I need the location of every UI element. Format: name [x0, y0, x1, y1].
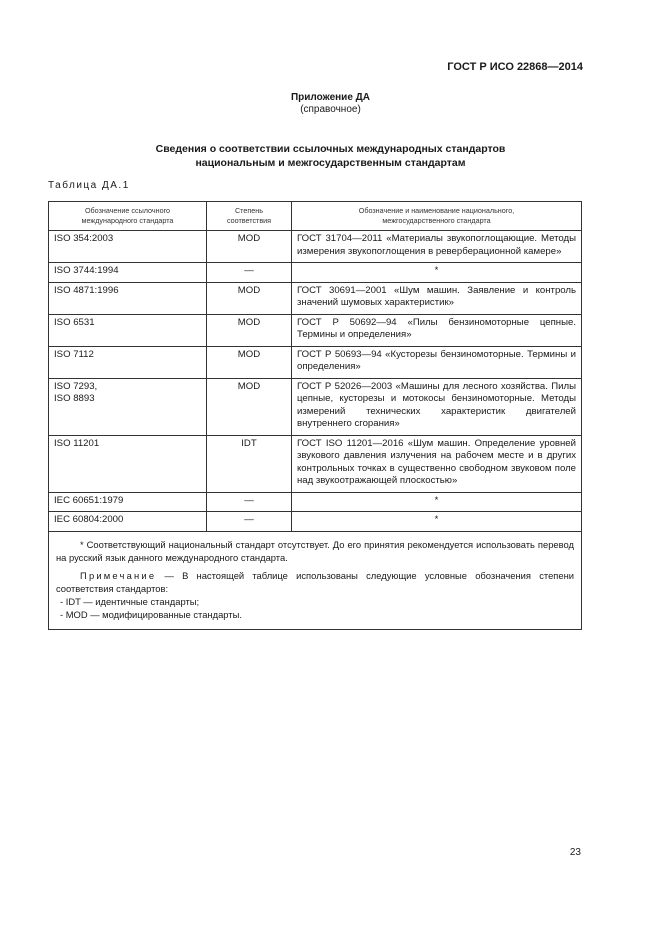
cell-intl-line2: ISO 8893 [54, 393, 95, 404]
document-standard-header: ГОСТ Р ИСО 22868—2014 [447, 61, 583, 73]
cell-degree: MOD [207, 346, 292, 378]
appendix-heading [0, 92, 661, 116]
cell-degree: MOD [207, 378, 292, 435]
table-label: Таблица ДА.1 [48, 180, 130, 191]
note-item-mod: - MOD — модифицированные стандарты. [60, 608, 242, 620]
table-row [49, 263, 582, 283]
table-row [49, 346, 582, 378]
table-row [49, 435, 582, 492]
cell-national: * [292, 263, 582, 283]
appendix-subtitle: (справочное) [300, 104, 361, 115]
header-degree-line2: соответствия [226, 216, 272, 225]
cell-national: * [292, 492, 582, 512]
cell-intl: ISO 7112 [49, 346, 207, 378]
cell-intl-line1: ISO 7293, [54, 380, 98, 392]
document-title [0, 142, 661, 170]
cell-degree: MOD [207, 231, 292, 263]
cell-national: ГОСТ 31704—2011 «Материалы звукопоглощающие. Методы измерения звукопоглощения в реверберационной камере» [292, 231, 582, 263]
cell-intl: ISO 354:2003 [49, 231, 207, 263]
note-text: — В настоящей таблице использованы следующие условные обозначения степени соответствия стандартов: [56, 569, 574, 594]
correspondence-table [48, 201, 582, 630]
table-row [49, 512, 582, 532]
page-number: 23 [569, 847, 581, 858]
cell-degree: IDT [207, 435, 292, 492]
cell-intl: ISO 4871:1996 [49, 282, 207, 314]
cell-degree: MOD [207, 282, 292, 314]
cell-intl: IEC 60651:1979 [49, 492, 207, 512]
header-national-line2: межгосударственного стандарта [382, 216, 491, 225]
table-row [49, 314, 582, 346]
cell-intl: IEC 60804:2000 [49, 512, 207, 532]
cell-intl: ISO 11201 [49, 435, 207, 492]
table-row [49, 378, 582, 435]
table-row [49, 282, 582, 314]
cell-national: ГОСТ ISO 11201—2016 «Шум машин. Определение уровней звукового давления излучения на рабочем месте и в других контрольных точках в существенно свободном звуковом поле над звукоотражающей плоскостью» [292, 435, 582, 492]
cell-intl: ISO 3744:1994 [49, 263, 207, 283]
cell-national: ГОСТ 30691—2001 «Шум машин. Заявление и контроль значений шумовых характеристик» [292, 282, 582, 314]
note-label: Примечание [80, 569, 157, 581]
cell-intl [49, 378, 207, 435]
table-row [49, 492, 582, 512]
footnote: * Соответствующий национальный стандарт отсутствует. До его принятия рекомендуется использовать перевод на русский язык данного международного стандарта. [56, 538, 574, 563]
cell-degree: — [207, 492, 292, 512]
table-row [49, 231, 582, 263]
note-paragraph [56, 569, 574, 595]
cell-national: ГОСТ Р 50692—94 «Пилы бензиномоторные цепные. Термины и определения» [292, 314, 582, 346]
document-title-line1: Сведения о соответствии ссылочных международных стандартов [155, 143, 506, 155]
cell-national: ГОСТ Р 52026—2003 «Машины для лесного хозяйства. Пилы цепные, кусторезы и мотокосы бензиномоторные. Методы измерений технических характеристик двигателей внутреннего сгорания» [292, 378, 582, 435]
note-item-idt: - IDT — идентичные стандарты; [60, 595, 200, 607]
cell-degree: MOD [207, 314, 292, 346]
header-degree [207, 202, 292, 231]
table-notes [49, 531, 582, 629]
cell-degree: — [207, 512, 292, 532]
header-intl-line2: международного стандарта [81, 216, 174, 225]
header-national-standard [292, 202, 582, 231]
table-notes-row [49, 531, 582, 629]
cell-national: * [292, 512, 582, 532]
cell-intl: ISO 6531 [49, 314, 207, 346]
header-national-line1: Обозначение и наименование национального, [358, 206, 515, 215]
table-header-row [49, 202, 582, 231]
cell-degree: — [207, 263, 292, 283]
cell-national: ГОСТ Р 50693—94 «Кусторезы бензиномоторные. Термины и определения» [292, 346, 582, 378]
header-intl-line1: Обозначение ссылочного [84, 206, 171, 215]
appendix-title: Приложение ДА [290, 92, 371, 103]
document-title-line2: национальным и межгосударственным стандартам [195, 157, 466, 169]
header-intl-standard [49, 202, 207, 231]
header-degree-line1: Степень [234, 206, 263, 215]
